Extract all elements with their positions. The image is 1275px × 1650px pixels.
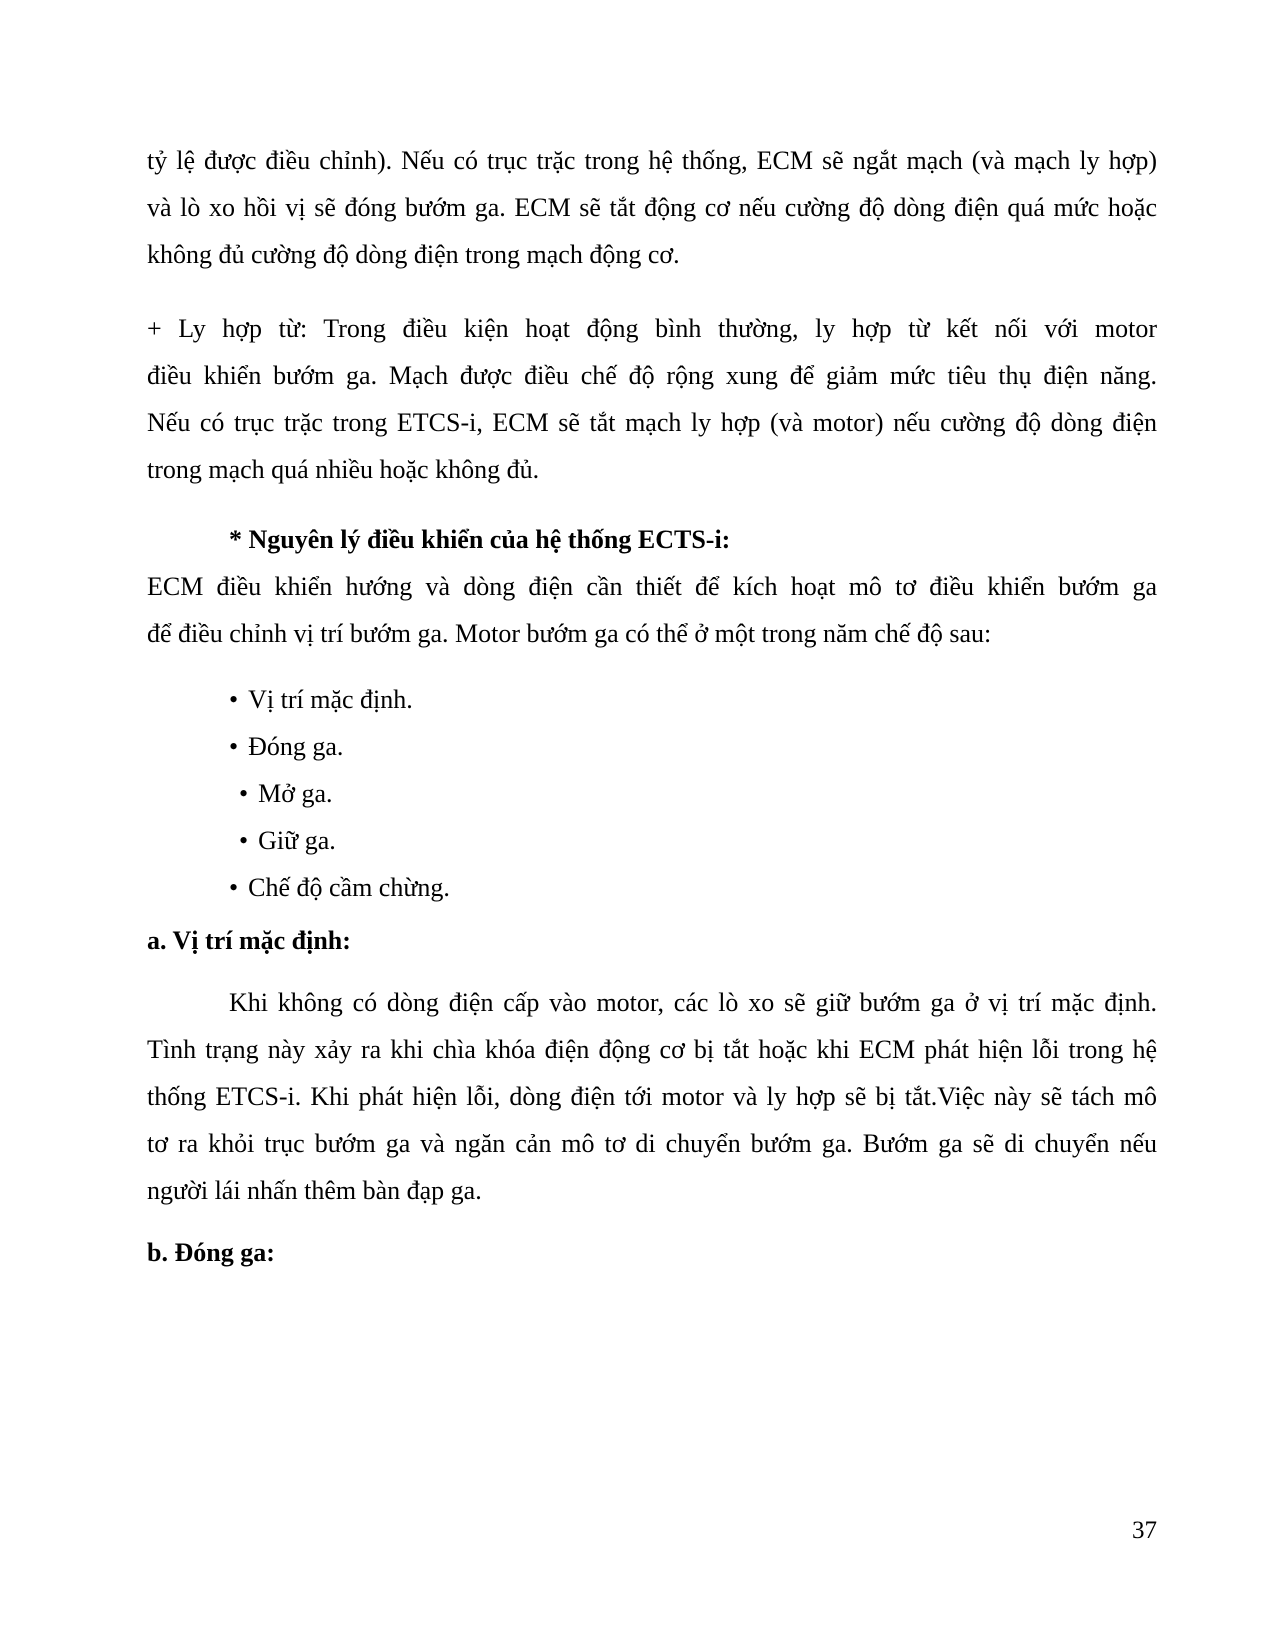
text-line: tỷ lệ được điều chỉnh). Nếu có trục trặc trong hệ thống, ECM sẽ ngắt mạch (và mạch ly hợp): [147, 146, 1157, 175]
list-item-label: Chế độ cầm chừng.: [248, 873, 450, 902]
bullet-icon: •: [239, 779, 249, 808]
list-item: [147, 864, 1157, 911]
text-line: không đủ cường độ dòng điện trong mạch động cơ.: [147, 240, 680, 269]
text-line: và lò xo hồi vị sẽ đóng bướm ga. ECM sẽ tắt động cơ nếu cường độ dòng điện quá mức hoặc: [147, 193, 1157, 222]
text-line: người lái nhấn thêm bàn đạp ga.: [147, 1176, 482, 1205]
text-line: Khi không có dòng điện cấp vào motor, các lò xo sẽ giữ bướm ga ở vị trí mặc định.: [229, 988, 1157, 1017]
page-body: [147, 137, 1157, 1276]
subheading-close-throttle: b. Đóng ga:: [147, 1238, 275, 1267]
list-item: [147, 770, 1157, 817]
paragraph-ecm-motor-modes: [147, 563, 1157, 657]
paragraph-ecm-cutoff: [147, 137, 1157, 278]
list-item-label: Vị trí mặc định.: [248, 685, 413, 714]
bullet-icon: •: [229, 732, 239, 761]
list-item: [147, 676, 1157, 723]
bullet-icon: •: [229, 685, 239, 714]
page-number: 37: [1132, 1517, 1157, 1544]
list-item-label: Giữ ga.: [258, 826, 336, 855]
text-line: ECM điều khiển hướng và dòng điện cần thiết để kích hoạt mô tơ điều khiển bướm ga: [147, 572, 1157, 601]
list-item: [147, 817, 1157, 864]
subheading-default-position: a. Vị trí mặc định:: [147, 926, 351, 955]
text-line: điều khiển bướm ga. Mạch được điều chế độ rộng xung để giảm mức tiêu thụ điện năng.: [147, 361, 1157, 390]
paragraph-default-position-detail: [147, 979, 1157, 1214]
list-item-label: Mở ga.: [258, 779, 333, 808]
text-line: Tình trạng này xảy ra khi chìa khóa điện động cơ bị tắt hoặc khi ECM phát hiện lỗi trong hệ: [147, 1035, 1157, 1064]
bullet-icon: •: [229, 873, 239, 902]
text-line: để điều chỉnh vị trí bướm ga. Motor bướm ga có thể ở một trong năm chế độ sau:: [147, 619, 992, 648]
text-line: tơ ra khỏi trục bướm ga và ngăn cản mô tơ di chuyển bướm ga. Bướm ga sẽ di chuyển nếu: [147, 1129, 1157, 1158]
bullet-icon: •: [239, 826, 249, 855]
list-item-label: Đóng ga.: [248, 732, 344, 761]
text-line: thống ETCS-i. Khi phát hiện lỗi, dòng điện tới motor và ly hợp sẽ bị tắt.Việc này sẽ tách mô: [147, 1082, 1157, 1111]
paragraph-magnetic-clutch: [147, 305, 1157, 493]
section-heading-control-principle: * Nguyên lý điều khiển của hệ thống ECTS-i:: [229, 525, 731, 554]
mode-bullet-list: [147, 676, 1157, 911]
text-line: trong mạch quá nhiều hoặc không đủ.: [147, 455, 540, 484]
list-item: [147, 723, 1157, 770]
text-line: + Ly hợp từ: Trong điều kiện hoạt động bình thường, ly hợp từ kết nối với motor: [147, 314, 1157, 343]
text-line: Nếu có trục trặc trong ETCS-i, ECM sẽ tắt mạch ly hợp (và motor) nếu cường độ dòng điện: [147, 408, 1157, 437]
